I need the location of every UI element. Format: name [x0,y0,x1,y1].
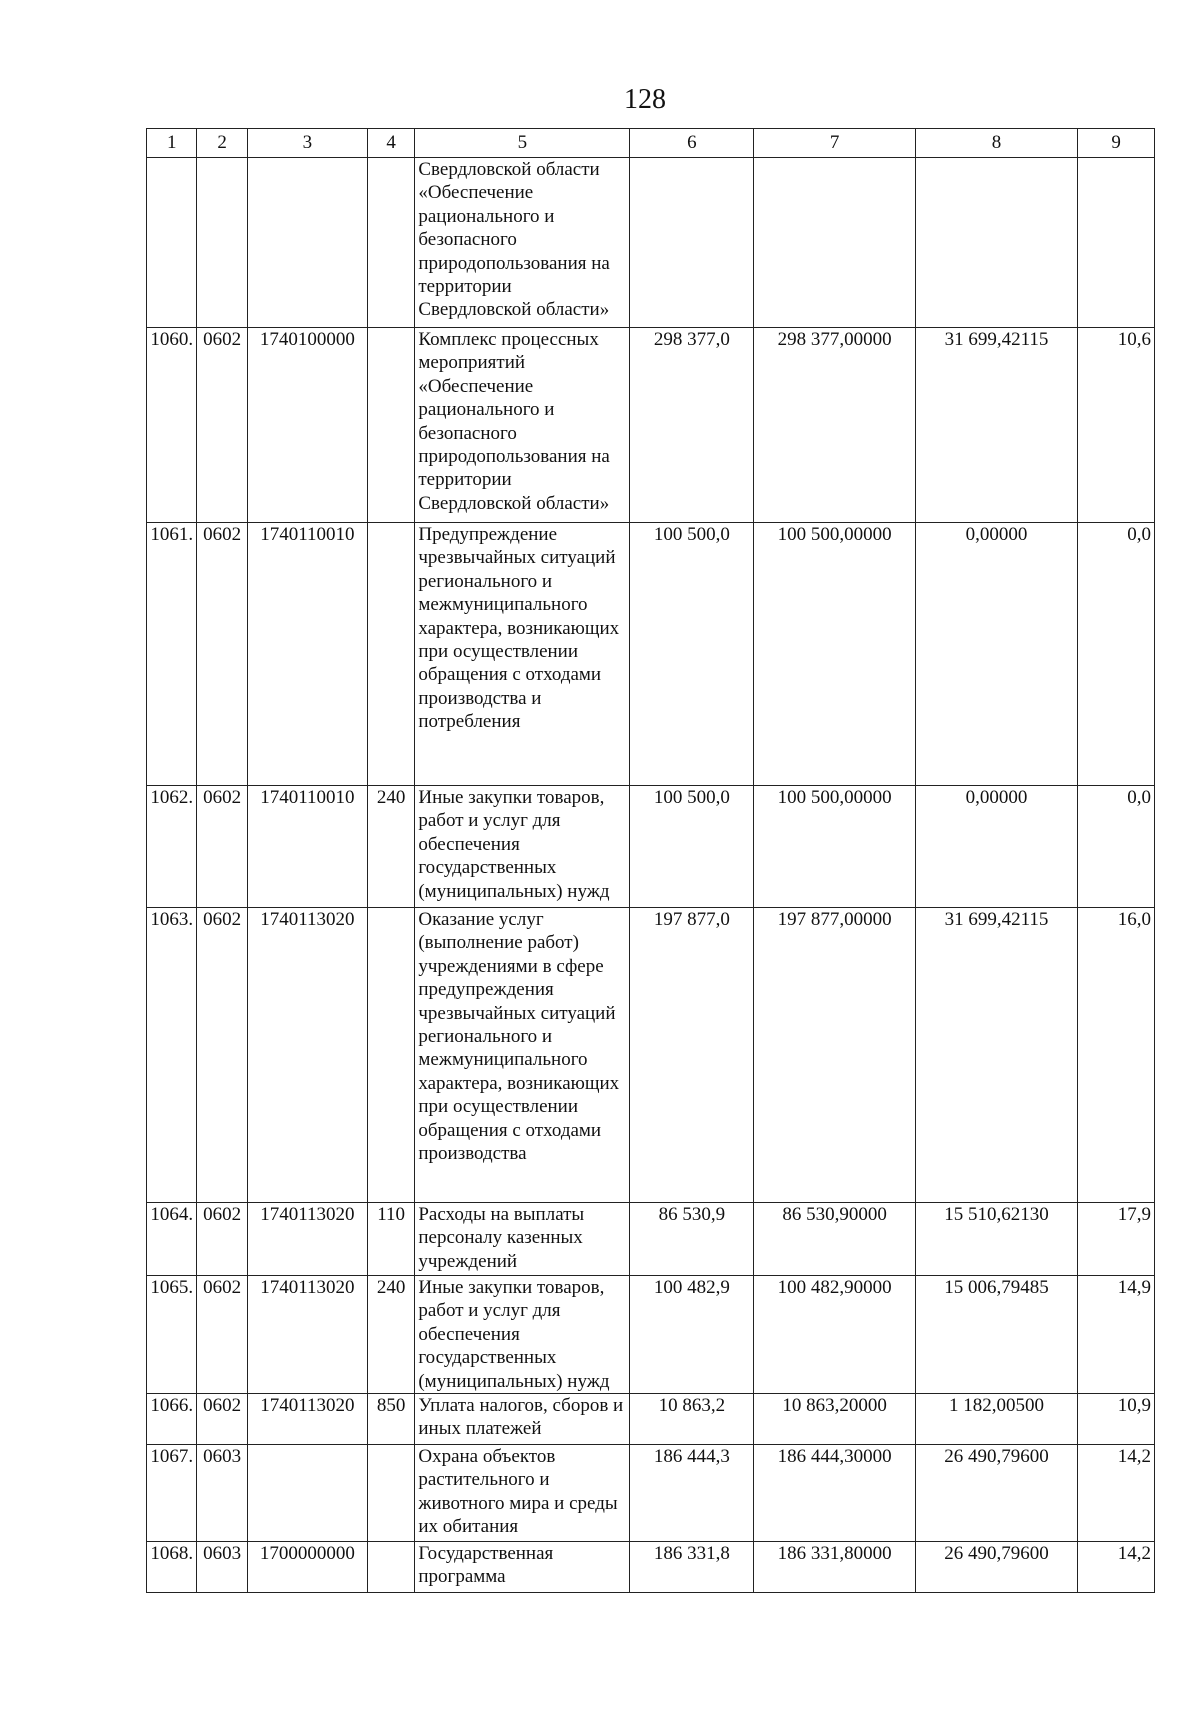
execution-percent: 14,2 [1078,1445,1155,1542]
section-code: 0602 [197,908,247,1203]
table-row [147,328,1155,523]
row-number: 1061. [147,523,197,786]
section-code: 0602 [197,1276,247,1394]
approved-amount: 100 500,00000 [754,786,915,908]
item-name: Иные закупки товаров, работ и услуг для обеспечения государственных (муниципальных) нужд [415,1276,630,1394]
approved-amount [754,158,915,328]
item-name: Охрана объектов растительного и животного мира и среды их обитания [415,1445,630,1542]
executed-amount: 0,00000 [915,786,1077,908]
approved-amount: 86 530,90000 [754,1203,915,1276]
section-code: 0603 [197,1542,247,1593]
table-row [147,1394,1155,1445]
section-code [197,158,247,328]
plan-amount: 100 500,0 [630,786,754,908]
column-header-1: 1 [147,129,197,158]
approved-amount: 186 444,30000 [754,1445,915,1542]
plan-amount: 298 377,0 [630,328,754,523]
section-code: 0602 [197,328,247,523]
table-row [147,1542,1155,1593]
plan-amount: 197 877,0 [630,908,754,1203]
row-number: 1068. [147,1542,197,1593]
approved-amount: 100 500,00000 [754,523,915,786]
row-number: 1067. [147,1445,197,1542]
item-name: Расходы на выплаты персоналу казенных учреждений [415,1203,630,1276]
row-number: 1063. [147,908,197,1203]
row-number: 1060. [147,328,197,523]
execution-percent: 0,0 [1078,786,1155,908]
row-number: 1062. [147,786,197,908]
item-name: Иные закупки товаров, работ и услуг для обеспечения государственных (муниципальных) нужд [415,786,630,908]
expense-type-code [367,158,414,328]
column-header-8: 8 [915,129,1077,158]
section-code: 0602 [197,786,247,908]
continued-row [147,158,1155,328]
budget-table [146,128,1155,1593]
plan-amount: 86 530,9 [630,1203,754,1276]
table-row [147,786,1155,908]
target-article-code [247,1445,367,1542]
column-header-5: 5 [415,129,630,158]
table-header-row [147,129,1155,158]
row-number: 1066. [147,1394,197,1445]
target-article-code: 1740113020 [247,908,367,1203]
table-row [147,1203,1155,1276]
expense-type-code [367,1445,414,1542]
target-article-code: 1740113020 [247,1394,367,1445]
table-row [147,1276,1155,1394]
execution-percent: 10,6 [1078,328,1155,523]
section-code: 0603 [197,1445,247,1542]
page-number: 128 [624,84,666,115]
executed-amount: 31 699,42115 [915,908,1077,1203]
target-article-code: 1700000000 [247,1542,367,1593]
plan-amount: 186 331,8 [630,1542,754,1593]
approved-amount: 186 331,80000 [754,1542,915,1593]
target-article-code: 1740113020 [247,1203,367,1276]
execution-percent: 10,9 [1078,1394,1155,1445]
execution-percent: 14,9 [1078,1276,1155,1394]
plan-amount: 186 444,3 [630,1445,754,1542]
column-header-9: 9 [1078,129,1155,158]
row-number [147,158,197,328]
expense-type-code [367,523,414,786]
execution-percent [1078,158,1155,328]
plan-amount: 100 500,0 [630,523,754,786]
item-name: Свердловской области «Обеспечение рационального и безопасного природопользования на территории Свердловской области» [415,158,630,328]
executed-amount [915,158,1077,328]
expense-type-code: 240 [367,1276,414,1394]
column-header-3: 3 [247,129,367,158]
expense-type-code [367,908,414,1203]
item-name: Уплата налогов, сборов и иных платежей [415,1394,630,1445]
expense-type-code [367,328,414,523]
section-code: 0602 [197,1203,247,1276]
executed-amount: 1 182,00500 [915,1394,1077,1445]
row-number: 1064. [147,1203,197,1276]
executed-amount: 0,00000 [915,523,1077,786]
approved-amount: 298 377,00000 [754,328,915,523]
target-article-code: 1740100000 [247,328,367,523]
table-row [147,1445,1155,1542]
approved-amount: 10 863,20000 [754,1394,915,1445]
expense-type-code [367,1542,414,1593]
executed-amount: 15 510,62130 [915,1203,1077,1276]
expense-type-code: 850 [367,1394,414,1445]
column-header-6: 6 [630,129,754,158]
execution-percent: 16,0 [1078,908,1155,1203]
section-code: 0602 [197,523,247,786]
executed-amount: 31 699,42115 [915,328,1077,523]
plan-amount [630,158,754,328]
execution-percent: 17,9 [1078,1203,1155,1276]
column-header-4: 4 [367,129,414,158]
plan-amount: 100 482,9 [630,1276,754,1394]
execution-percent: 0,0 [1078,523,1155,786]
column-header-2: 2 [197,129,247,158]
column-header-7: 7 [754,129,915,158]
target-article-code: 1740113020 [247,1276,367,1394]
target-article-code [247,158,367,328]
executed-amount: 15 006,79485 [915,1276,1077,1394]
target-article-code: 1740110010 [247,523,367,786]
row-number: 1065. [147,1276,197,1394]
executed-amount: 26 490,79600 [915,1445,1077,1542]
expense-type-code: 240 [367,786,414,908]
execution-percent: 14,2 [1078,1542,1155,1593]
table-row [147,908,1155,1203]
approved-amount: 197 877,00000 [754,908,915,1203]
plan-amount: 10 863,2 [630,1394,754,1445]
item-name: Оказание услуг (выполнение работ) учреждениями в сфере предупреждения чрезвычайных ситуаций регионального и межмуниципального характера, возникающих при осуществлении обращения с отходами производства [415,908,630,1203]
item-name: Комплекс процессных мероприятий «Обеспечение рационального и безопасного природопользования на территории Свердловской области» [415,328,630,523]
executed-amount: 26 490,79600 [915,1542,1077,1593]
section-code: 0602 [197,1394,247,1445]
approved-amount: 100 482,90000 [754,1276,915,1394]
target-article-code: 1740110010 [247,786,367,908]
table-row [147,523,1155,786]
item-name: Предупреждение чрезвычайных ситуаций регионального и межмуниципального характера, возникающих при осуществлении обращения с отходами производства и потребления [415,523,630,786]
item-name: Государственная программа [415,1542,630,1593]
expense-type-code: 110 [367,1203,414,1276]
